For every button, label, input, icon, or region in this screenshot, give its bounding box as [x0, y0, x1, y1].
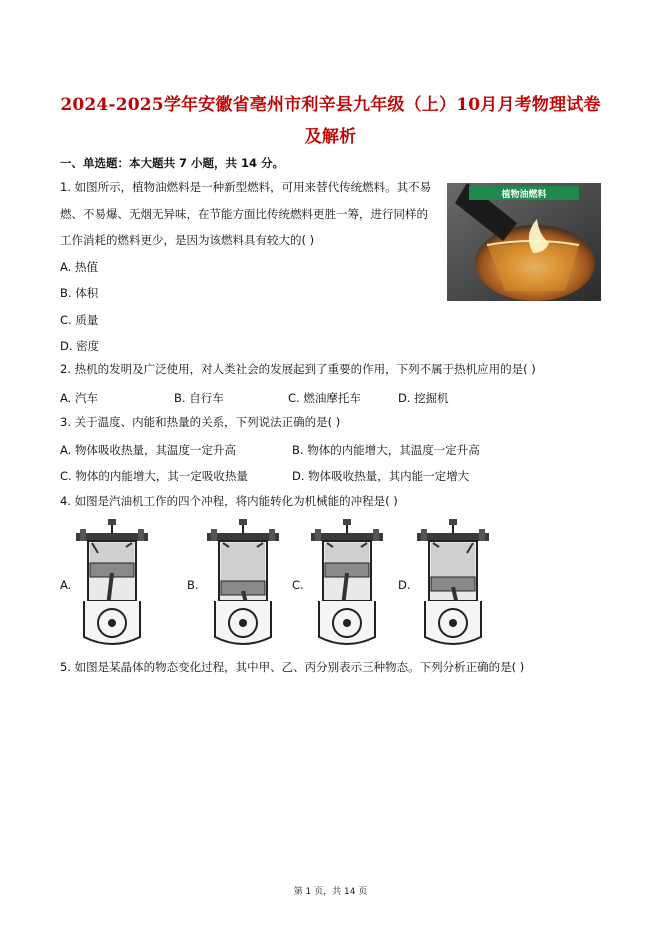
question-1-line1: 1. 如图所示，植物油燃料是一种新型燃料，可用来替代传统燃料。其不易 — [60, 180, 432, 194]
q1-option-b[interactable]: B. 体积 — [60, 286, 99, 300]
question-1-line2: 燃、不易爆、无烟无异味，在节能方面比传统燃料更胜一筹，进行同样的 — [60, 207, 428, 221]
q2-option-c[interactable]: C. 燃油摩托车 — [288, 391, 361, 405]
q3-option-d[interactable]: D. 物体吸收热量，其内能一定增大 — [292, 469, 470, 483]
engine-diagram-d — [411, 517, 495, 649]
q2-option-a[interactable]: A. 汽车 — [60, 391, 98, 405]
q4-option-a[interactable]: A. — [60, 578, 72, 592]
engine-diagram-c — [305, 517, 389, 649]
q4-option-c[interactable]: C. — [292, 578, 304, 592]
q2-option-d[interactable]: D. 挖掘机 — [398, 391, 449, 405]
page-title-line2: 及解析 — [304, 127, 357, 147]
q3-option-b[interactable]: B. 物体的内能增大，其温度一定升高 — [292, 443, 480, 457]
q1-option-d[interactable]: D. 密度 — [60, 339, 100, 353]
q1-photo-oil-fuel — [447, 183, 601, 301]
engine-diagram-b — [201, 517, 285, 649]
q2-option-b[interactable]: B. 自行车 — [174, 391, 224, 405]
question-2: 2. 热机的发明及广泛使用，对人类社会的发展起到了重要的作用，下列不属于热机应用的是( ) — [60, 362, 536, 376]
q1-photo-caption: 植物油燃料 — [501, 190, 547, 200]
question-1-line3: 工作消耗的燃料更少，是因为该燃料具有较大的( ) — [60, 233, 315, 247]
q4-option-b[interactable]: B. — [187, 578, 199, 592]
page-title: 2024-2025学年安徽省亳州市利辛县九年级（上）10月月考物理试卷 — [60, 95, 601, 115]
engine-svg-a — [70, 517, 154, 649]
q4-option-d[interactable]: D. — [398, 578, 411, 592]
q3-option-c[interactable]: C. 物体的内能增大，其一定吸收热量 — [60, 469, 248, 483]
page-footer: 第 1 页，共 14 页 — [293, 887, 368, 897]
q1-option-c[interactable]: C. 质量 — [60, 313, 99, 327]
q1-option-a[interactable]: A. 热值 — [60, 260, 98, 274]
question-4: 4. 如图是汽油机工作的四个冲程，将内能转化为机械能的冲程是( ) — [60, 494, 398, 508]
engine-svg-c — [305, 517, 389, 649]
engine-diagram-a — [70, 517, 154, 649]
section-header: 一、单选题：本大题共 7 小题，共 14 分。 — [60, 156, 285, 170]
question-3: 3. 关于温度、内能和热量的关系，下列说法正确的是( ) — [60, 415, 341, 429]
engine-svg-d — [411, 517, 495, 649]
engine-svg-b — [201, 517, 285, 649]
question-5: 5. 如图是某晶体的物态变化过程，其中甲、乙、丙分别表示三种物态。下列分析正确的是( ) — [60, 660, 525, 674]
q3-option-a[interactable]: A. 物体吸收热量，其温度一定升高 — [60, 443, 236, 457]
